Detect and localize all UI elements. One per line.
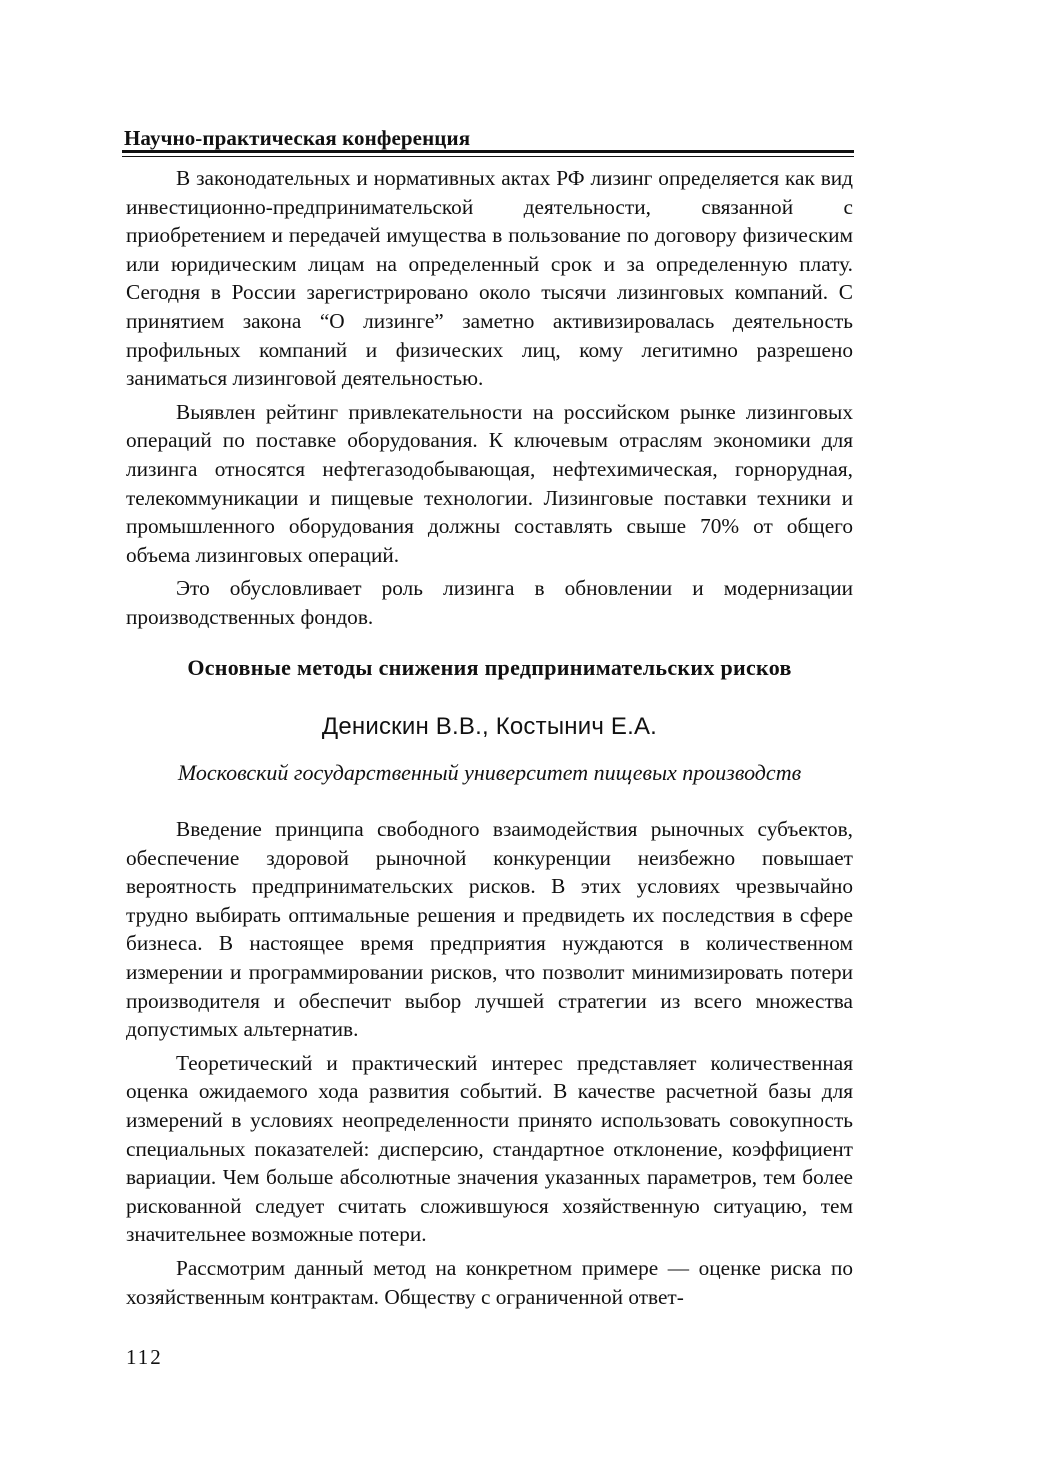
header-rule-thick: [122, 150, 854, 153]
running-header: Научно-практическая конференция: [124, 126, 471, 150]
article-affiliation: Московский государственный университет пищевых производств: [177, 760, 802, 785]
article-text-block: [126, 815, 853, 1316]
intro-paragraph-2: Выявлен рейтинг привлекательности на российском рынке лизинговых операций по поставке оборудования. К ключевым отраслям экономики для лизинга относятся нефтегазодобывающая, нефтехимическая, горнорудная, телекоммуникации и пищевые технологии. Лизинговые поставки техники и промышленного оборудования должны составлять свыше 70% от общего объема лизинговых операций.: [126, 399, 853, 567]
header-rule-thin: [122, 156, 854, 157]
article-title: Основные методы снижения предпринимательских рисков: [187, 655, 792, 680]
page-number: 112: [126, 1345, 163, 1369]
article-paragraph-1: Введение принципа свободного взаимодействия рыночных субъектов, обеспечение здоровой рыночной конкуренции неизбежно повышает вероятность предпринимательских рисков. В этих условиях чрезвычайно трудно выбирать оптимальные решения и предвидеть их последствия в сфере бизнеса. В настоящее время предприятия нуждаются в количественном измерении и программировании рисков, что позволит минимизировать потери производителя и обеспечит выбор лучшей стратегии из всего множества допустимых альтернатив.: [126, 817, 853, 1042]
article-paragraph-2: Теоретический и практический интерес представляет количественная оценка ожидаемого хода развития событий. В качестве расчетной базы для измерений в условиях неопределенности принято использовать совокупность специальных показателей: дисперсию, стандартное отклонение, коэффициент вариации. Чем больше абсолютные значения указанных параметров, тем более рискованной следует считать сложившуюся хозяйственную ситуацию, тем значительнее возможные потери.: [126, 1050, 853, 1247]
intro-paragraph-3: Это обусловливает роль лизинга в обновлении и модернизации производственных фондов.: [126, 576, 853, 629]
article-paragraph-3: Рассмотрим данный метод на конкретном примере — оценке риска по хозяйственным контрактам. Обществу с ограниченной ответ-: [126, 1255, 853, 1309]
article-authors: Денискин В.В., Костынич Е.А.: [321, 713, 658, 740]
intro-text-block: [126, 164, 853, 637]
intro-paragraph-1: В законодательных и нормативных актах РФ лизинг определяется как вид инвестиционно-предпринимательской деятельности, связанной с приобретением и передачей имущества в пользование по договору физическим или юридическим лицам на определенный срок и за определенную плату. Сегодня в России зарегистрировано около тысячи лизинговых компаний. С принятием закона “О лизинге” заметно активизировалась деятельность профильных компаний и физических лиц, кому легитимно разрешено заниматься лизинговой деятельностью.: [126, 166, 853, 391]
